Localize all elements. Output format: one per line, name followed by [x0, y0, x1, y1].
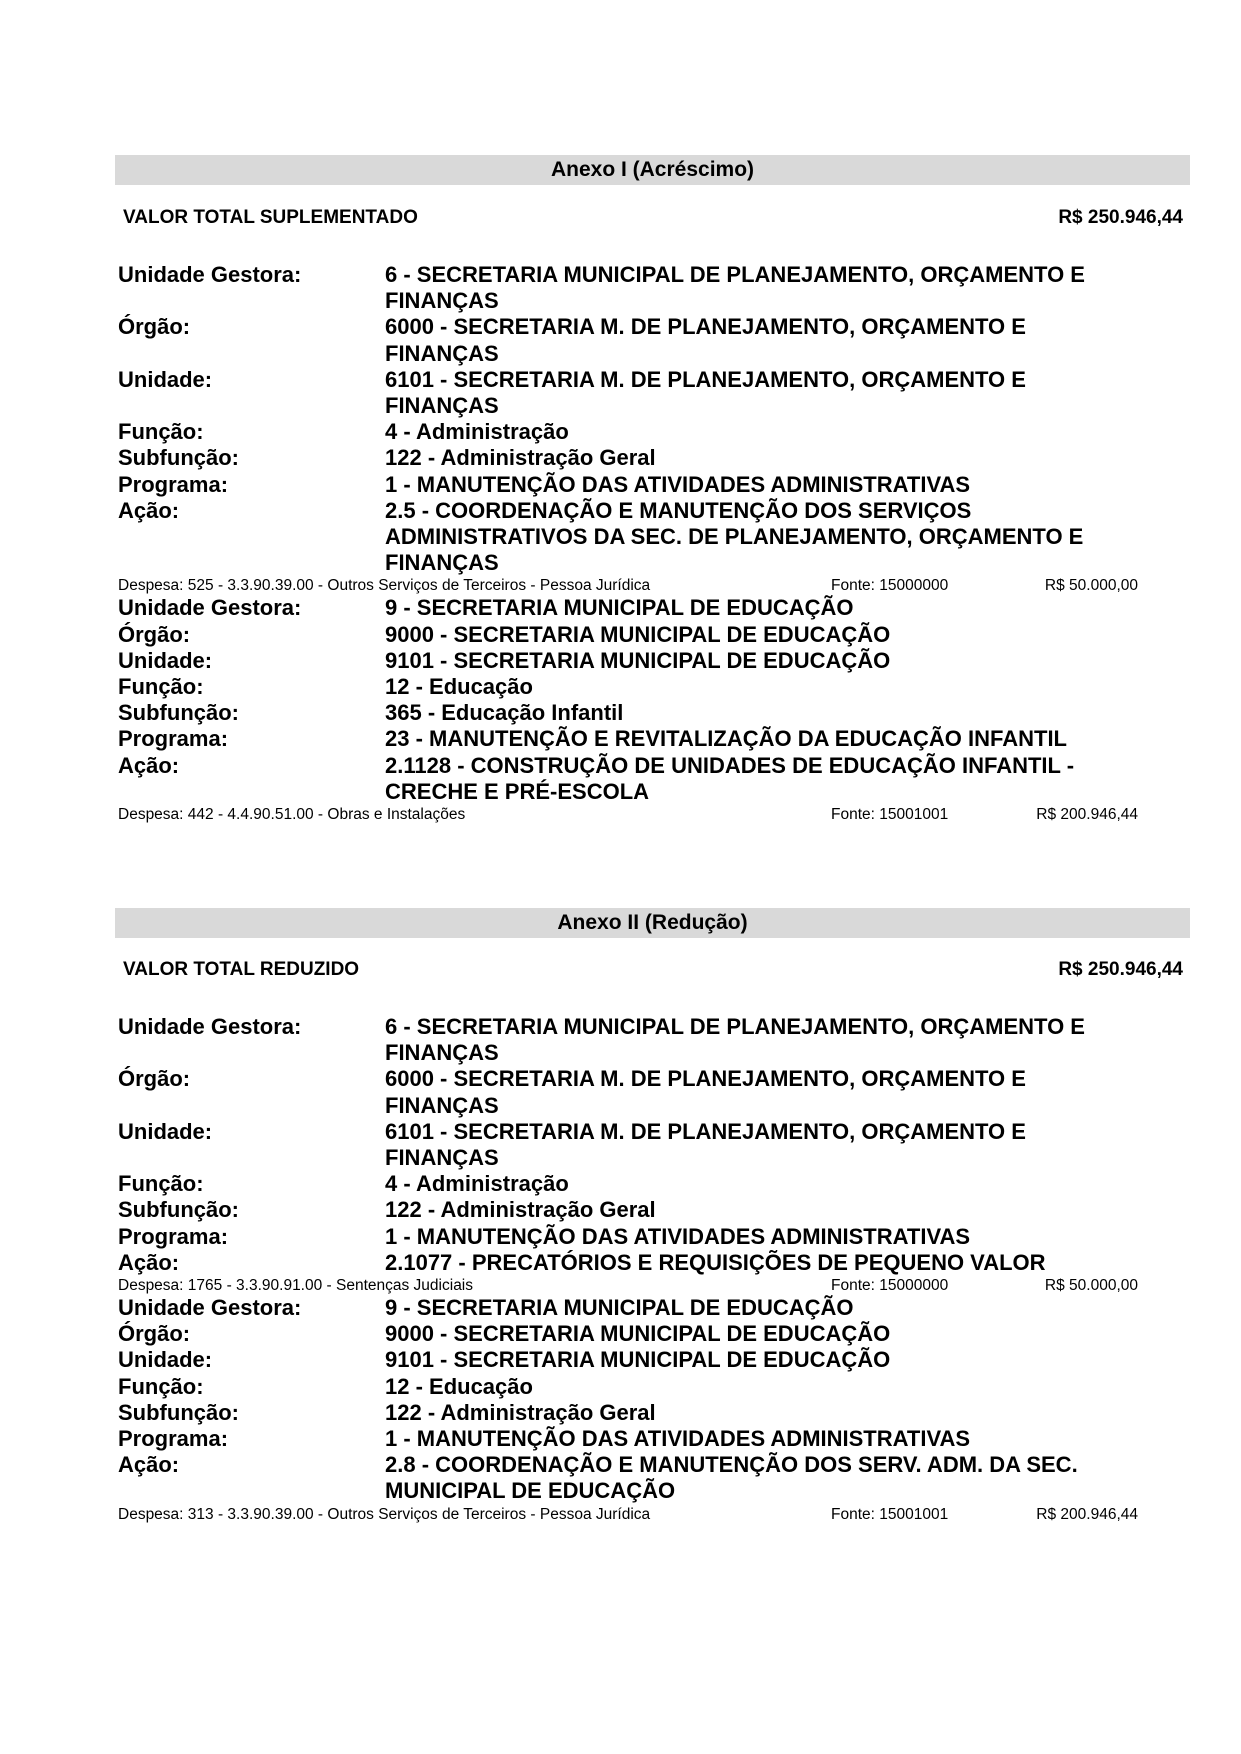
field-value: 4 - Administração: [385, 1171, 569, 1197]
field-label: Unidade:: [118, 366, 213, 392]
annex-2-total: [123, 957, 1183, 983]
annex-2-title: Anexo II (Redução): [115, 908, 1190, 938]
field-unidade: [118, 367, 1138, 419]
field-label: Ação:: [118, 752, 180, 778]
field-unidade-gestora: [118, 595, 1138, 621]
field-acao: [118, 753, 1138, 805]
field-label: Função:: [118, 674, 204, 700]
field-label: Ação:: [118, 1452, 180, 1478]
field-orgao: [118, 1066, 1138, 1118]
despesa-fonte: Fonte: 15000000: [831, 577, 949, 595]
field-value: 6101 - SECRETARIA M. DE PLANEJAMENTO, ORÇAMENTO E FINANÇAS: [385, 1118, 1026, 1171]
field-unidade-gestora: [118, 1295, 1138, 1321]
field-label: Ação:: [118, 497, 180, 523]
field-label: Ação:: [118, 1249, 180, 1275]
despesa-amount: R$ 50.000,00: [1044, 577, 1138, 595]
field-label: Unidade:: [118, 1118, 213, 1144]
field-label: Órgão:: [118, 621, 191, 647]
field-programa: [118, 726, 1138, 752]
entry: [118, 595, 1138, 824]
field-label: Função:: [118, 419, 204, 445]
total-value: R$ 250.946,44: [1058, 959, 1183, 980]
field-label: Órgão:: [118, 1321, 191, 1347]
despesa-description: Despesa: 1765 - 3.3.90.91.00 - Sentenças Judiciais: [118, 1277, 474, 1295]
field-subfuncao: [118, 700, 1138, 726]
despesa-fonte: Fonte: 15001001: [831, 806, 949, 824]
field-value: 2.1077 - PRECATÓRIOS E REQUISIÇÕES DE PEQUENO VALOR: [385, 1249, 1046, 1275]
total-label: VALOR TOTAL REDUZIDO: [123, 959, 360, 980]
field-value: 6 - SECRETARIA MUNICIPAL DE PLANEJAMENTO, ORÇAMENTO E FINANÇAS: [385, 1014, 1085, 1066]
field-value: 9000 - SECRETARIA MUNICIPAL DE EDUCAÇÃO: [385, 1321, 891, 1347]
field-label: Função:: [118, 1171, 204, 1197]
field-funcao: [118, 674, 1138, 700]
despesa-amount: R$ 200.946,44: [1036, 1505, 1138, 1523]
field-value: 12 - Educação: [385, 674, 533, 700]
field-value: 2.5 - COORDENAÇÃO E MANUTENÇÃO DOS SERVIÇOS ADMINISTRATIVOS DA SEC. DE PLANEJAMENTO, ORÇAMENTO E FINANÇAS: [385, 497, 1084, 576]
field-label: Unidade Gestora:: [118, 1295, 302, 1321]
field-value: 9 - SECRETARIA MUNICIPAL DE EDUCAÇÃO: [385, 595, 854, 621]
total-value: R$ 250.946,44: [1058, 207, 1183, 228]
field-value: 9101 - SECRETARIA MUNICIPAL DE EDUCAÇÃO: [385, 647, 891, 673]
field-funcao: [118, 1171, 1138, 1197]
field-acao: [118, 498, 1138, 577]
field-label: Unidade Gestora:: [118, 595, 302, 621]
field-label: Programa:: [118, 1223, 229, 1249]
field-unidade-gestora: [118, 1014, 1138, 1066]
field-value: 1 - MANUTENÇÃO DAS ATIVIDADES ADMINISTRATIVAS: [385, 1426, 971, 1452]
field-programa: [118, 1426, 1138, 1452]
field-unidade: [118, 1119, 1138, 1171]
field-value: 2.8 - COORDENAÇÃO E MANUTENÇÃO DOS SERV. ADM. DA SEC. MUNICIPAL DE EDUCAÇÃO: [385, 1452, 1078, 1504]
field-funcao: [118, 419, 1138, 445]
despesa-line: [118, 576, 1138, 595]
entry: [118, 262, 1138, 595]
despesa-description: Despesa: 525 - 3.3.90.39.00 - Outros Serviços de Terceiros - Pessoa Jurídica: [118, 577, 651, 595]
field-subfuncao: [118, 1197, 1138, 1223]
despesa-description: Despesa: 313 - 3.3.90.39.00 - Outros Serviços de Terceiros - Pessoa Jurídica: [118, 1505, 651, 1523]
field-acao: [118, 1250, 1138, 1276]
despesa-amount: R$ 200.946,44: [1036, 806, 1138, 824]
field-label: Unidade:: [118, 1347, 213, 1373]
entry: [118, 1014, 1138, 1295]
field-value: 9101 - SECRETARIA MUNICIPAL DE EDUCAÇÃO: [385, 1347, 891, 1373]
field-unidade: [118, 1347, 1138, 1373]
field-value: 122 - Administração Geral: [385, 1399, 656, 1425]
field-value: 6101 - SECRETARIA M. DE PLANEJAMENTO, ORÇAMENTO E FINANÇAS: [385, 366, 1026, 419]
field-value: 23 - MANUTENÇÃO E REVITALIZAÇÃO DA EDUCAÇÃO INFANTIL: [385, 726, 1067, 752]
field-value: 1 - MANUTENÇÃO DAS ATIVIDADES ADMINISTRATIVAS: [385, 471, 971, 497]
field-value: 365 - Educação Infantil: [385, 700, 624, 726]
field-orgao: [118, 314, 1138, 366]
field-orgao: [118, 622, 1138, 648]
field-subfuncao: [118, 445, 1138, 471]
field-value: 122 - Administração Geral: [385, 1197, 656, 1223]
field-value: 6 - SECRETARIA MUNICIPAL DE PLANEJAMENTO, ORÇAMENTO E FINANÇAS: [385, 262, 1085, 314]
field-programa: [118, 1224, 1138, 1250]
despesa-amount: R$ 50.000,00: [1044, 1277, 1138, 1295]
annex-1-total: [123, 205, 1183, 231]
field-label: Subfunção:: [118, 700, 239, 726]
despesa-line: [118, 805, 1138, 824]
field-value: 2.1128 - CONSTRUÇÃO DE UNIDADES DE EDUCAÇÃO INFANTIL - CRECHE E PRÉ-ESCOLA: [385, 752, 1075, 804]
field-label: Subfunção:: [118, 1197, 239, 1223]
field-value: 6000 - SECRETARIA M. DE PLANEJAMENTO, ORÇAMENTO E FINANÇAS: [385, 1066, 1026, 1118]
field-acao: [118, 1452, 1138, 1504]
field-label: Unidade Gestora:: [118, 262, 302, 287]
field-label: Função:: [118, 1373, 204, 1399]
annex-1-entries: [118, 262, 1138, 824]
field-unidade: [118, 648, 1138, 674]
annex-1-title: Anexo I (Acréscimo): [115, 155, 1190, 185]
field-label: Subfunção:: [118, 1399, 239, 1425]
field-value: 12 - Educação: [385, 1373, 533, 1399]
despesa-line: [118, 1276, 1138, 1295]
despesa-description: Despesa: 442 - 4.4.90.51.00 - Obras e Instalações: [118, 806, 466, 824]
field-value: 1 - MANUTENÇÃO DAS ATIVIDADES ADMINISTRATIVAS: [385, 1223, 971, 1249]
field-value: 122 - Administração Geral: [385, 445, 656, 471]
field-label: Unidade:: [118, 647, 213, 673]
field-label: Unidade Gestora:: [118, 1014, 302, 1039]
field-programa: [118, 472, 1138, 498]
field-label: Órgão:: [118, 314, 191, 340]
field-label: Órgão:: [118, 1066, 191, 1092]
field-value: 9 - SECRETARIA MUNICIPAL DE EDUCAÇÃO: [385, 1295, 854, 1321]
entry: [118, 1295, 1138, 1524]
field-value: 6000 - SECRETARIA M. DE PLANEJAMENTO, ORÇAMENTO E FINANÇAS: [385, 314, 1026, 366]
annex-2-entries: [118, 1014, 1138, 1524]
field-unidade-gestora: [118, 262, 1138, 314]
despesa-fonte: Fonte: 15000000: [831, 1277, 949, 1295]
total-label: VALOR TOTAL SUPLEMENTADO: [123, 207, 418, 228]
field-subfuncao: [118, 1400, 1138, 1426]
despesa-line: [118, 1505, 1138, 1524]
field-label: Programa:: [118, 1426, 229, 1452]
field-value: 9000 - SECRETARIA MUNICIPAL DE EDUCAÇÃO: [385, 621, 891, 647]
field-label: Programa:: [118, 471, 229, 497]
field-funcao: [118, 1374, 1138, 1400]
field-label: Subfunção:: [118, 445, 239, 471]
field-value: 4 - Administração: [385, 419, 569, 445]
field-orgao: [118, 1321, 1138, 1347]
despesa-fonte: Fonte: 15001001: [831, 1505, 949, 1523]
field-label: Programa:: [118, 726, 229, 752]
